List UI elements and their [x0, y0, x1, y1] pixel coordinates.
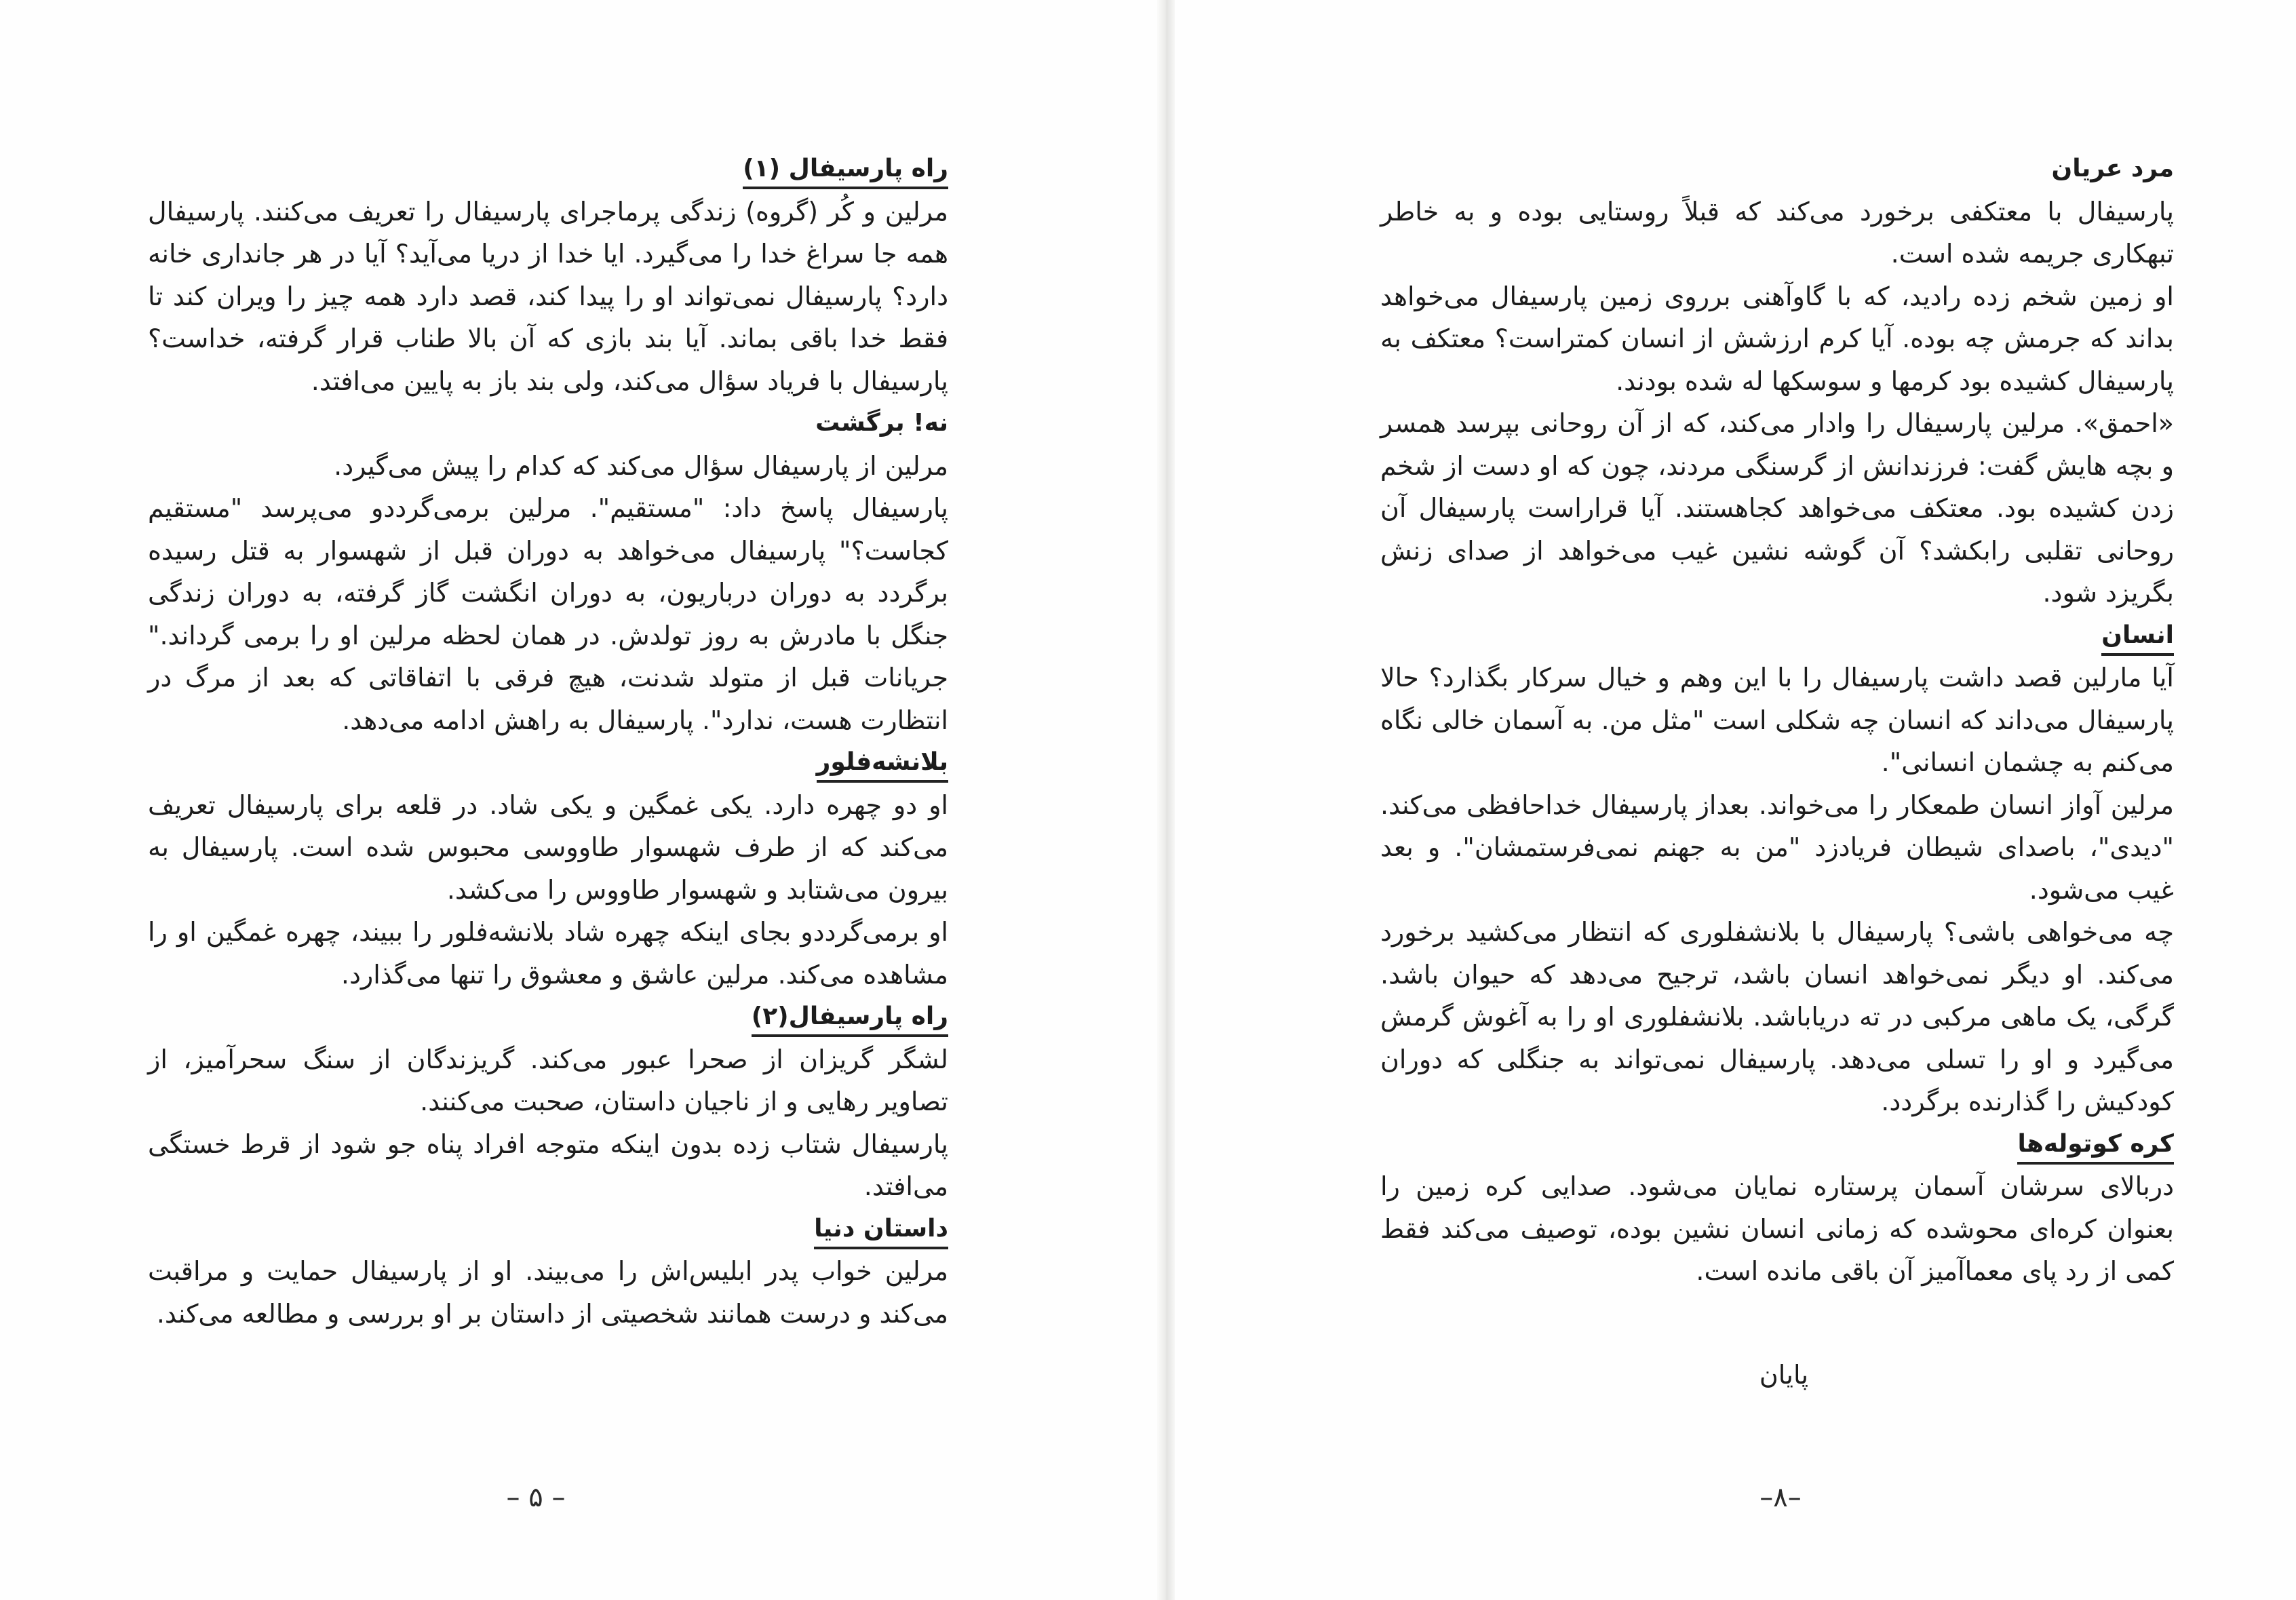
section-paragraph: او دو چهره دارد. یکی غمگین و یکی شاد. در قلعه برای پارسیفال تعریف می‌کند که از طرف شهسوار طاووسی محبوس شده است. پارسیفال به بیرون می‌شتابد و شهسوار طاووس را می‌کشد.: [148, 789, 948, 905]
left-page-number: – ۵ –: [506, 1482, 566, 1513]
section-paragraph: آیا مارلین قصد داشت پارسیفال را با این وهم و خیال سرکار بگذارد؟ حالا پارسیفال می‌داند که انسان چه شکلی است "مثل من. به آسمان خالی نگاه می‌کنم به چشمان انسانی".: [1380, 663, 2174, 777]
section-paragraph: او برمی‌گرددو بجای اینکه چهره شاد بلانشه‌فلور را ببیند، چهره غمگین او را مشاهده می‌کند. مرلین عاشق و معشوق را تنها می‌گذارد.: [148, 917, 948, 990]
section-paragraph: پارسیفال با معتکفی برخورد می‌کند که قبلاً روستایی بوده و به خاطر تبهکاری جریمه شده است.: [1380, 196, 2174, 269]
section-paragraph: او زمین شخم زده رادید، که با گاوآهنی برروی زمین پارسیفال می‌خواهد بداند که جرمش چه بوده. آیا کرم ارزشش از انسان کمتراست؟ معتکف به پارسیفال کشیده بود کرمها و سوسکها له شده بودند.: [1380, 281, 2174, 396]
section-paragraph: مرلین آواز انسان طمعکار را می‌خواند. بعداز پارسیفال خداحافظی می‌کند. "دیدی"، باصدای شیطان فریادزد "من به جهنم نمی‌فرستمشان". و بعد غیب می‌شود.: [1380, 789, 2174, 905]
end-text: پایان: [1759, 1360, 1809, 1390]
section-heading-text: کره کوتوله‌ها: [2017, 1130, 2174, 1165]
section-heading: [148, 741, 948, 784]
section-heading: [1380, 614, 2174, 657]
section-paragraph: دربالای سرشان آسمان پرستاره نمایان می‌شود. صدایی کره زمین را بعنوان کره‌ای محوشده که زمانی انسان نشین بوده، توصیف می‌کند فقط کمی از رد پای معماآمیز آن باقی مانده است.: [1380, 1171, 2174, 1286]
section-paragraph: مرلین از پارسیفال سؤال می‌کند که کدام را پیش می‌گیرد.: [334, 450, 948, 481]
section-paragraph: مرلین خواب پدر ابلیس‌اش را می‌بیند. او از پارسیفال حمایت و مراقبت می‌کند و درست همانند شخصیتی از داستان بر او بررسی و مطالعه می‌کند.: [148, 1256, 948, 1329]
book-gutter: [1157, 0, 1175, 1600]
section-heading-text: راه پارسیفال (۱): [743, 155, 948, 189]
section-paragraph: مرلین و کُر (گروه) زندگی پرماجرای پارسیفال را تعریف می‌کنند. پارسیفال همه جا سراغ خدا را می‌گیرد. ایا خدا از دریا می‌آید؟ آیا در هر جانداری خانه دارد؟ پارسیفال نمی‌تواند او را پیدا کند، قصد دارد همه چیز را ویران کند تا فقط خدا باقی بماند. آیا بند بازی که آن بالا طناب قرار گرفته، خداست؟ پارسیفال با فریاد سؤال می‌کند، ولی بند باز به پایین می‌افتد.: [148, 196, 948, 396]
section-heading-text: بلانشه‌فلور: [817, 748, 948, 783]
left-page-text: [148, 148, 948, 1335]
right-page-text: [1380, 148, 2174, 1293]
section-paragraph: «احمق». مرلین پارسیفال را وادار می‌کند، که از آن روحانی بپرسد همسر و بچه هایش گفت: فرزندانش از گرسنگی مردند، چون که او دست از شخم زدن کشیده بود. معتکف می‌خواهد کجاهستند. آیا قراراست پارسیفال آن روحانی تقلبی رابکشد؟ آن گوشه نشین غیب می‌خواهد از صدای زنش بگریزد شود.: [1380, 408, 2174, 608]
section-paragraph: پارسیفال پاسخ داد: "مستقیم". مرلین برمی‌گرددو می‌پرسد "مستقیم کجاست؟" پارسیفال می‌خواهد به دوران قبل از شهسوار به قتل رسیده برگردد به دوران درباریون، به دوران انگشت گاز گرفته، به دوران زندگی جنگل با مادرش به روز تولدش. در همان لحظه مرلین او را برمی گرداند." جریانات قبل از متولد شدنت، هیچ فرقی با اتفاقاتی که بعد از مرگ در انتظارت هست، ندارد". پارسیفال به راهش ادامه می‌دهد.: [148, 493, 948, 735]
section-heading: نه! برگشت: [815, 409, 948, 437]
section-heading: [148, 1208, 948, 1251]
section-heading: [148, 996, 948, 1038]
section-heading-text: راه پارسیفال(۲): [752, 1002, 948, 1037]
section-heading: [148, 148, 948, 191]
section-heading: مرد عریان: [2051, 155, 2174, 182]
right-page-number: –۸–: [1759, 1482, 1802, 1513]
section-heading-text: داستان دنیا: [814, 1215, 948, 1249]
section-paragraph: پارسیفال شتاب زده بدون اینکه متوجه افراد پناه جو شود از قرط خستگی می‌افتد.: [148, 1129, 948, 1201]
section-heading: [1380, 1123, 2174, 1166]
section-paragraph: لشگر گریزان از صحرا عبور می‌کند. گریزندگان از سنگ سحرآمیز، از تصاویر رهایی و از ناجیان داستان، صحبت می‌کنند.: [148, 1044, 948, 1116]
section-paragraph: چه می‌خواهی باشی؟ پارسیفال با بلانشفلوری که انتظار می‌کشید برخورد می‌کند. او دیگر نمی‌خواهد انسان باشد، ترجیح می‌دهد که حیوان باشد. گرگی، یک ماهی مرکبی در ته دریاباشد. بلانشفلوری او را به آغوش گرمش می‌گیرد و او را تسلی می‌دهد. پارسیفال نمی‌تواند به جنگلی که دوران کودکیش را گذارنده برگردد.: [1380, 917, 2174, 1116]
section-heading-text: انسان: [2101, 621, 2174, 656]
